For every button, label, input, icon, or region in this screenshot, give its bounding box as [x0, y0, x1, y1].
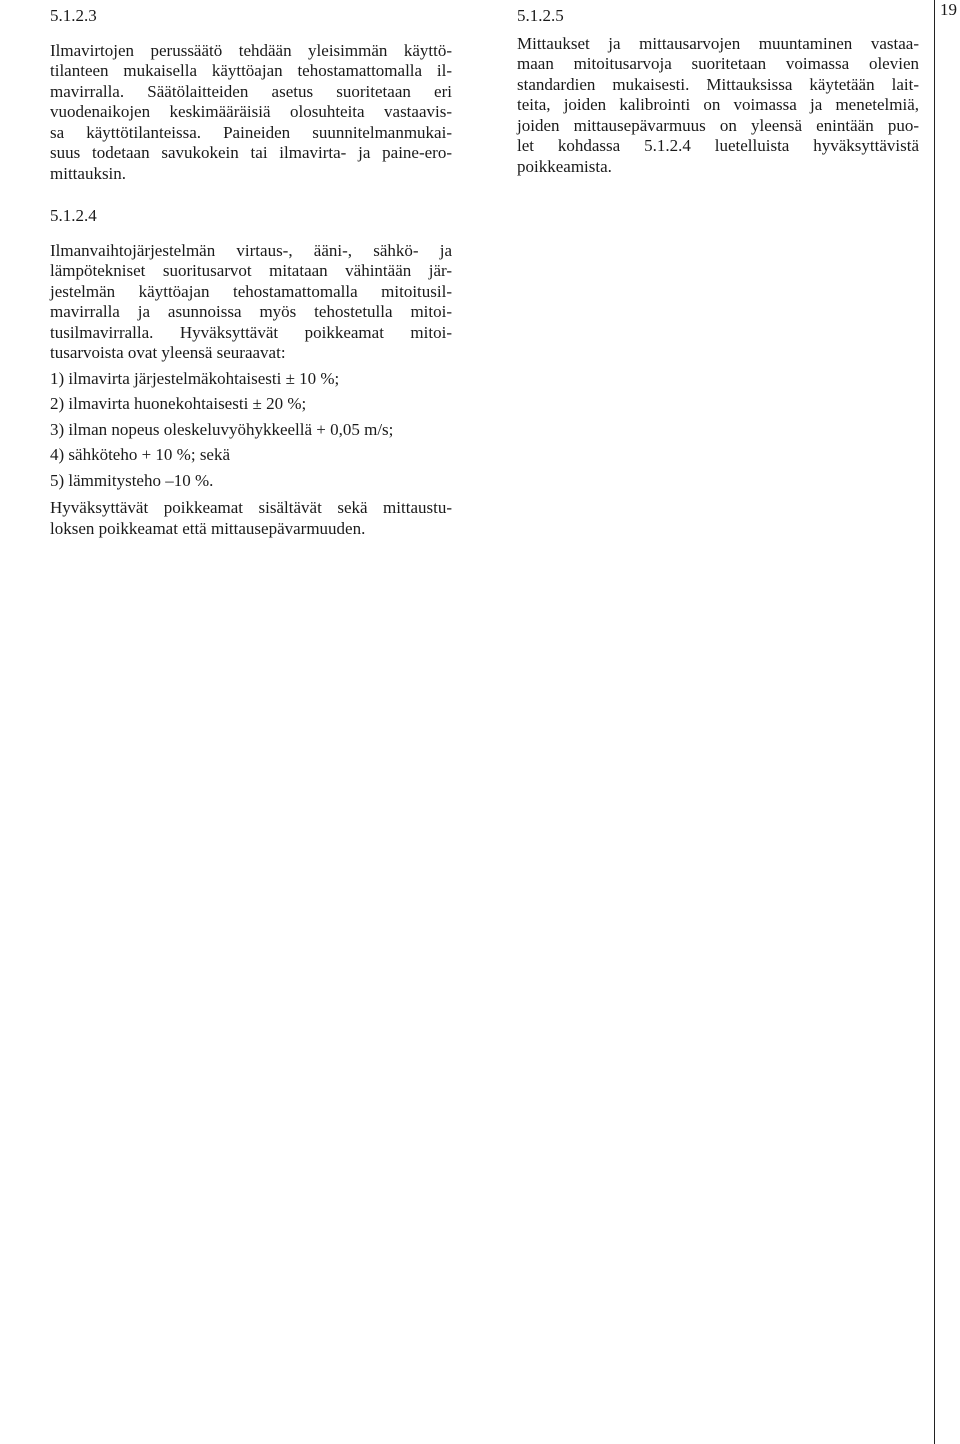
page-number: 19 — [940, 0, 957, 19]
paragraph-line: Hyväksyttävät poikkeamat sisältävät sekä mittaustu- — [50, 498, 452, 517]
left-column — [50, 6, 452, 539]
paragraph-line: vuodenaikojen keskimääräisiä olosuhteita vastaavis- — [50, 102, 452, 121]
paragraph-line: maan mitoitusarvoja suoritetaan voimassa olevien — [517, 54, 919, 73]
right-column — [517, 6, 919, 177]
section-heading-5-1-2-5: 5.1.2.5 — [517, 6, 564, 25]
paragraph-line: let kohdassa 5.1.2.4 luetelluista hyväksyttävistä — [517, 136, 919, 155]
paragraph-line: mavirralla. Säätölaitteiden asetus suoritetaan eri — [50, 81, 452, 101]
paragraph-line: Ilmavirtojen perussäätö tehdään yleisimmän käyttö- — [50, 40, 452, 60]
section-heading-5-1-2-3: 5.1.2.3 — [50, 6, 97, 25]
list-item: 2) ilmavirta huonekohtaisesti ± 20 %; — [50, 394, 307, 413]
paragraph-line: loksen poikkeamat että mittausepävarmuuden. — [50, 518, 366, 538]
list-item: 3) ilman nopeus oleskeluvyöhykkeellä + 0,05 m/s; — [50, 419, 394, 439]
paragraph-line: mittauksin. — [50, 163, 127, 183]
paragraph-line: Mittaukset ja mittausarvojen muuntaminen vastaa- — [517, 33, 919, 53]
list-item: 5) lämmitysteho –10 %. — [50, 470, 214, 490]
paragraph-line: joiden mittausepävarmuus on yleensä enintään puo- — [517, 115, 919, 135]
paragraph-line: tusilmavirralla. Hyväksyttävät poikkeamat mitoi- — [50, 322, 452, 342]
paragraph-line: lämpötekniset suoritusarvot mitataan vähintään jär- — [50, 261, 452, 280]
list-item: 1) ilmavirta järjestelmäkohtaisesti ± 10 %; — [50, 368, 340, 388]
paragraph-line: standardien mukaisesti. Mittauksissa käytetään lait- — [517, 74, 919, 94]
paragraph-line: poikkeamista. — [517, 156, 612, 176]
paragraph-line: jestelmän käyttöajan tehostamattomalla mitoitusil- — [50, 281, 452, 301]
paragraph-line: Ilmanvaihtojärjestelmän virtaus-, ääni-, sähkö- ja — [50, 240, 452, 260]
right-margin-rule — [934, 0, 935, 1444]
section-heading-5-1-2-4: 5.1.2.4 — [50, 206, 97, 225]
paragraph-line: teita, joiden kalibrointi on voimassa ja menetelmiä, — [517, 95, 919, 114]
paragraph-line: tilanteen mukaisella käyttöajan tehostamattomalla il- — [50, 61, 452, 80]
paragraph-line: mavirralla ja asunnoissa myös tehostetulla mitoi- — [50, 302, 452, 321]
list-item: 4) sähköteho + 10 %; sekä — [50, 445, 231, 464]
paragraph-line: suus todetaan savukokein tai ilmavirta- ja paine-ero- — [50, 143, 452, 162]
paragraph-line: tusarvoista ovat yleensä seuraavat: — [50, 343, 286, 362]
paragraph-line: sa käyttötilanteissa. Paineiden suunnitelmanmukai- — [50, 122, 452, 142]
